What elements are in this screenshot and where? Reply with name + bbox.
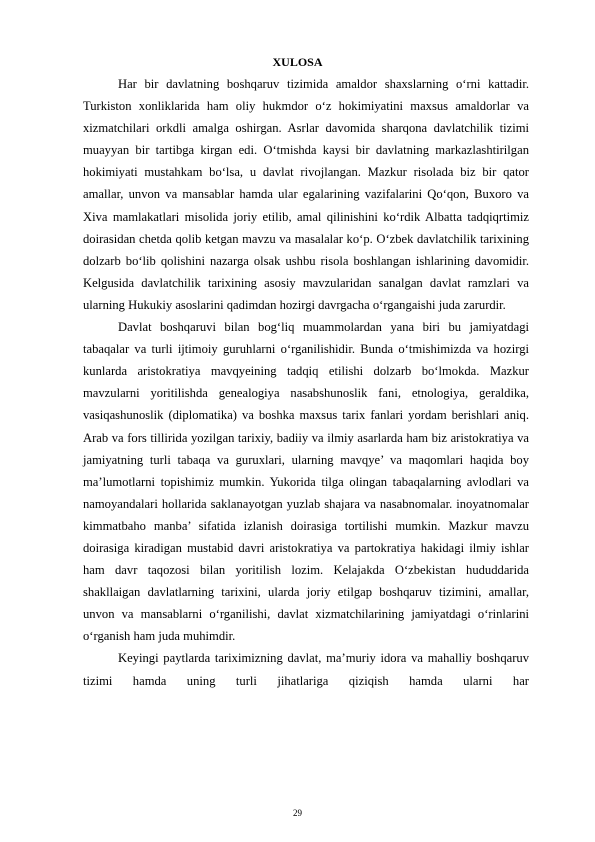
page-title: XULOSA: [272, 55, 323, 69]
paragraph-2: Davlat boshqaruvi bilan bog‘liq muammolardan yana biri bu jamiyatdagi tabaqalar va turli ijtimoiy guruhlarni o‘rganilishidir. Bunda o‘tmishimizda va hozirgi kunlarda aristokratiya mavqyeining tadqiq etilishi dolzarb bo‘lmokda. Mazkur mavzularni yoritilishda genealogiya nasabshunoslik fani, etnologiya, geraldika, vasiqashunoslik (diplomatika) va boshka maxsus tarix fanlari yordam berishlari aniq. Arab va fors tillirida yozilgan tarixiy, badiiy va ilmiy asarlarda ham biz aristokratiya va jamiyatning turli tabaqa va guruxlari, ularning mavqye’ va maqomlari haqida boy ma’lumotlarni topishimiz mumkin. Yukorida tilga olingan tabaqalarning avlodlari va namoyandalari hollarida saklanayotgan yuzlab shajara va nasabnomalar. inoyatnomalar kimmatbaho manba’ sifatida izlanish doirasiga tortilishi mumkin. Mazkur mavzu doirasiga kiradigan mustabid davri aristokratiya va partokratiya hakidagi ilmiy ishlar ham davr taqozosi bilan yoritilish lozim. Kelajakda O‘zbekistan hududdarida shakllaigan davlatlarning tarixini, ularda joriy etilgap boshqaruv tizimini, amallar, unvon va mansablarni o‘rganilishi, davlat xizmatchilarining jamiyatdagi o‘rinlarini o‘rganish ham juda muhimdir.: [83, 320, 529, 644]
page-number: 29: [293, 808, 302, 818]
paragraph-3: Keyingi paytlarda tariximizning davlat, ma’muriy idora va mahalliy boshqaruv tizimi hamda uning turli jihatlariga qiziqish hamda ularni har: [83, 651, 529, 688]
body-text: [83, 73, 529, 692]
paragraph-1: Har bir davlatning boshqaruv tizimida amaldor shaxslarning o‘rni kattadir. Turkiston xonliklarida ham oliy hukmdor o‘z hokimiyatini maxsus amaldorlar va xizmatchilari orkdli amalga oshirgan. Asrlar davomida sharqona davlatchilik tizimi muayyan bir tartibga kirgan edi. O‘tmishda kaysi bir davlatning markazlashtirilgan hokimiyati mustahkam bo‘lsa, u davlat rivojlangan. Mazkur risolada biz bir qator amallar, unvon va mansablar hamda ular egalarining vazifalarini Qo‘qon, Buxoro va Xiva mamlakatlari misolida joriy etilib, amal qilinishini ko‘rdik Albatta tadqiqrtimiz doirasidan chetda qolib ketgan mavzu va masalalar ko‘p. O‘zbek davlatchilik tarixining dolzarb bo‘lib qolishini nazarga olsak ushbu risola boshlangan ishlarining davomidir. Kelgusida davlatchilik tarixining asosiy mavzularidan sanalgan davlat ramzlari va ularning Hukukiy asoslarini qadimdan hozirgi davrgacha o‘rgangaishi juda zarurdir.: [83, 77, 529, 312]
